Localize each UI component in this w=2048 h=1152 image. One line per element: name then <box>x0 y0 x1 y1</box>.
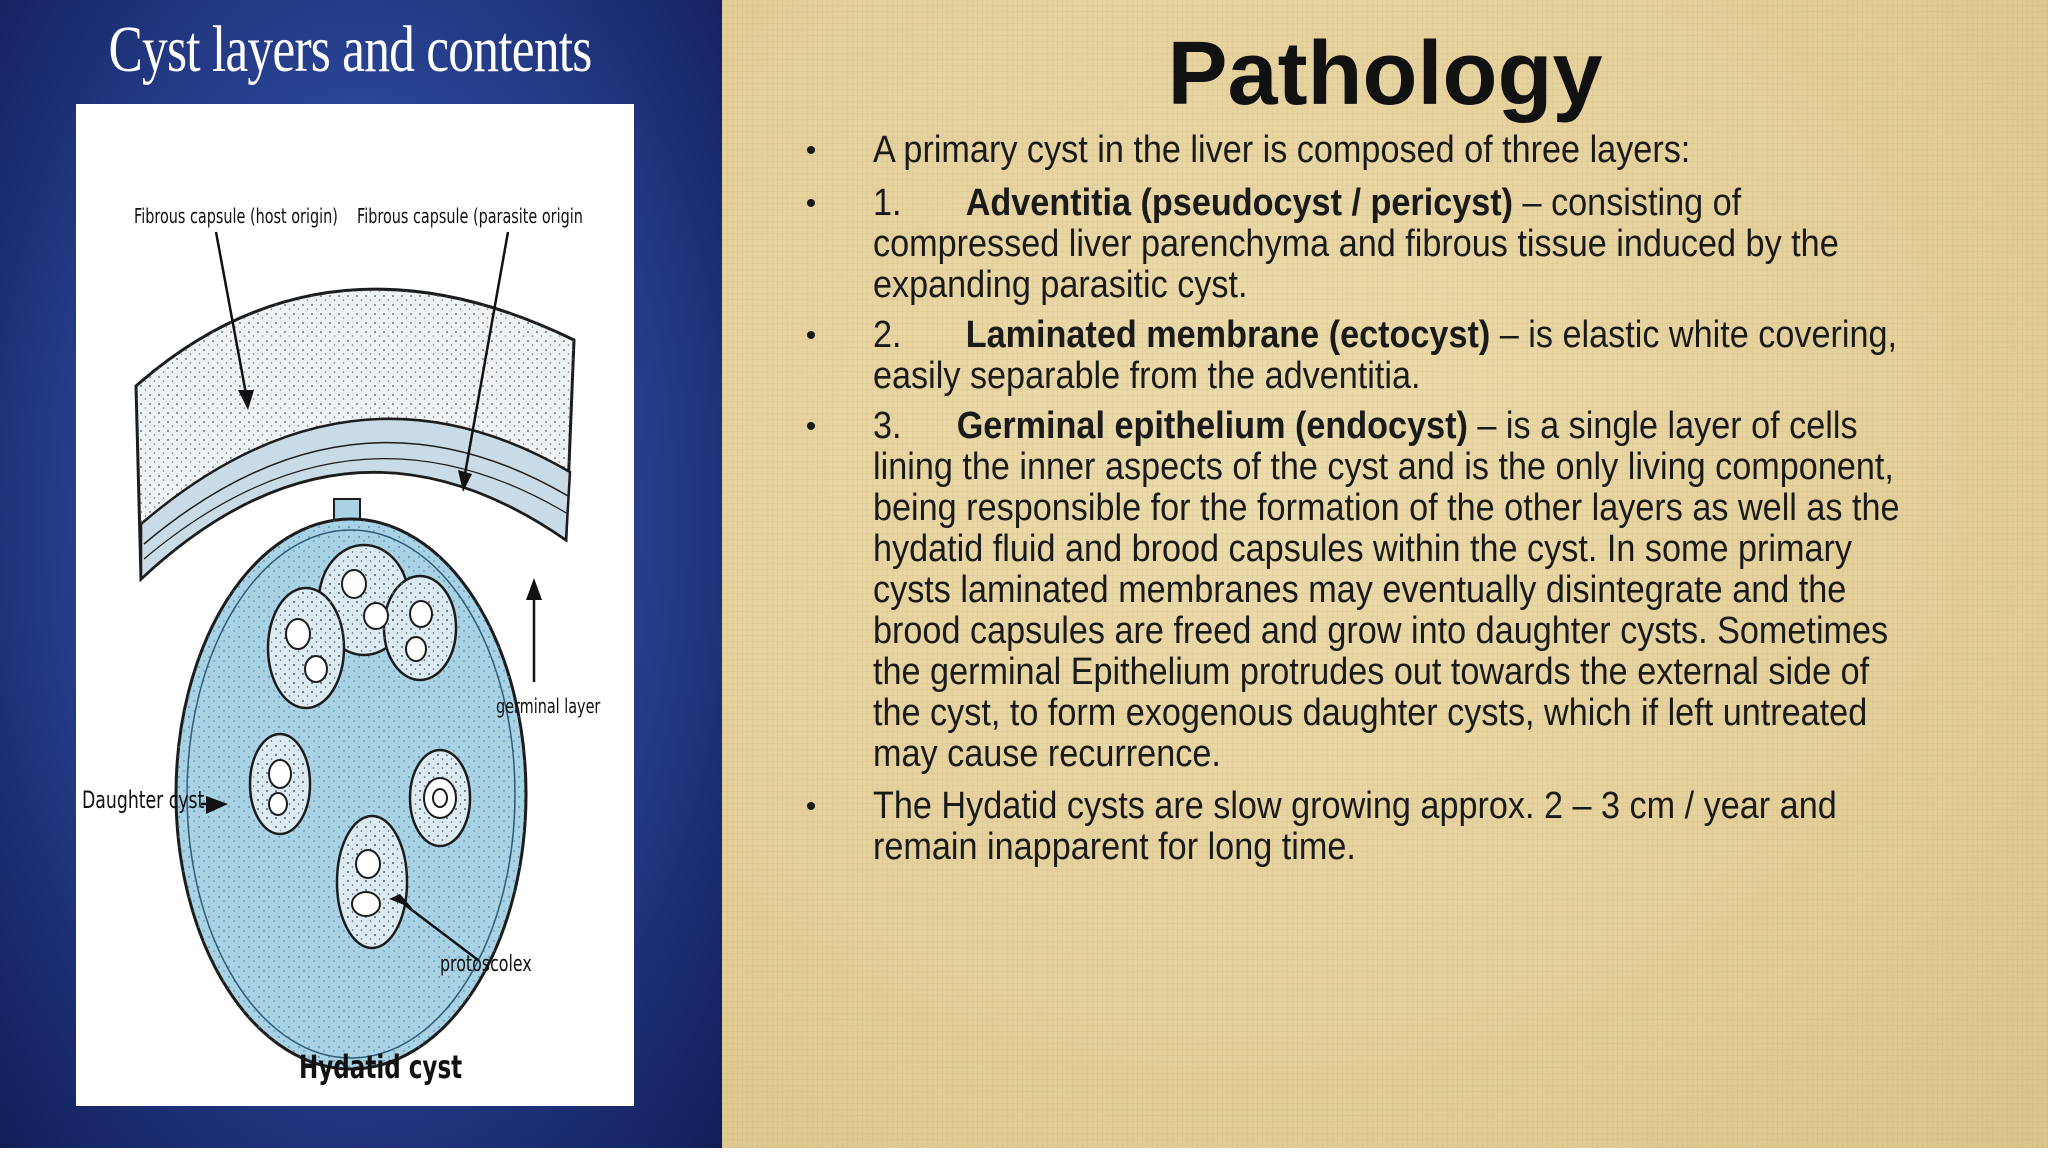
bullet-dot-icon: • <box>805 134 817 167</box>
slide-title: Pathology <box>1167 24 1603 124</box>
hydatid-cyst-diagram <box>76 104 634 1106</box>
label-protoscolex: protoscolex <box>440 952 532 977</box>
bottom-edge <box>0 1148 2048 1152</box>
bullet-line: hydatid fluid and brood capsules within the cyst. In some primary <box>873 528 1853 570</box>
term-adventitia: Adventitia (pseudocyst / pericyst) <box>965 182 1514 224</box>
bullet-line: the cyst, to form exogenous daughter cysts, which if left untreated <box>873 692 1868 734</box>
bullet-line: cysts laminated membranes may eventually disintegrate and the <box>873 569 1847 611</box>
item-number: 3. <box>873 405 902 447</box>
term-germinal-epithelium: Germinal epithelium (endocyst) <box>956 405 1468 447</box>
bullet-list <box>722 0 2048 1152</box>
bullet-line: – is elastic white covering, <box>1490 314 1898 356</box>
hydatid-cyst-figure <box>76 104 634 1106</box>
bullet-line: – consisting of <box>1513 182 1742 224</box>
right-panel <box>722 0 2048 1152</box>
label-fibrous-host: Fibrous capsule (host origin) <box>134 204 338 228</box>
bullet-line: lining the inner aspects of the cyst and is the only living component, <box>873 446 1894 488</box>
bullet-line: The Hydatid cysts are slow growing approx. 2 – 3 cm / year and <box>873 785 1837 827</box>
bullet-dot-icon: • <box>805 410 817 443</box>
left-title: Cyst layers and contents <box>108 13 592 86</box>
label-fibrous-parasite: Fibrous capsule (parasite origin <box>357 204 583 228</box>
bullet-dot-icon: • <box>805 187 817 220</box>
term-laminated-membrane: Laminated membrane (ectocyst) <box>965 314 1491 356</box>
bullet-line: the germinal Epithelium protrudes out towards the external side of <box>873 651 1870 693</box>
bullet-dot-icon: • <box>805 790 817 823</box>
bullet-line: A primary cyst in the liver is composed of three layers: <box>873 129 1691 171</box>
bullet-line: expanding parasitic cyst. <box>873 264 1248 306</box>
bullet-line: easily separable from the adventitia. <box>873 355 1421 397</box>
bullet-line: remain inapparent for long time. <box>873 826 1356 868</box>
bullet-line: brood capsules are freed and grow into daughter cysts. Sometimes <box>873 610 1889 652</box>
bullet-line: being responsible for the formation of the other layers as well as the <box>873 487 1900 529</box>
label-daughter-cyst: Daughter cyst <box>82 786 205 814</box>
bullet-line: may cause recurrence. <box>873 733 1221 775</box>
figure-caption: Hydatid cyst <box>299 1048 463 1086</box>
label-germinal-layer: germinal layer <box>496 694 601 718</box>
bullet-line: – is a single layer of cells <box>1467 405 1858 447</box>
left-panel <box>0 0 722 1152</box>
item-number: 2. <box>873 314 902 356</box>
bullet-dot-icon: • <box>805 319 817 352</box>
item-number: 1. <box>873 182 902 224</box>
bullet-line: compressed liver parenchyma and fibrous tissue induced by the <box>873 223 1839 265</box>
